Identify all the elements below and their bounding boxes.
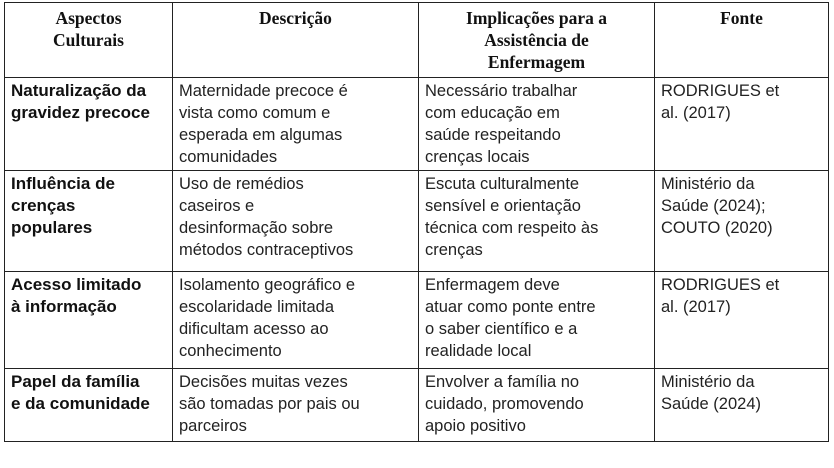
table-row (5, 171, 829, 272)
cell-aspect: Acesso limitado à informação (5, 272, 173, 369)
cell-source: Ministério da Saúde (2024) (655, 369, 829, 442)
cell-description: Decisões muitas vezes são tomadas por pais ou parceiros (173, 369, 419, 442)
table-header (5, 3, 829, 78)
cell-implications: Necessário trabalhar com educação em saúde respeitando crenças locais (419, 78, 655, 171)
table-row (5, 369, 829, 442)
table-row (5, 272, 829, 369)
cell-implications: Envolver a família no cuidado, promovendo apoio positivo (419, 369, 655, 442)
header-description: Descrição (173, 3, 419, 78)
header-implications: Implicações para a Assistência de Enfermagem (419, 3, 655, 78)
cell-source: Ministério da Saúde (2024); COUTO (2020) (655, 171, 829, 272)
cell-source: RODRIGUES et al. (2017) (655, 272, 829, 369)
cell-description: Uso de remédios caseiros e desinformação sobre métodos contraceptivos (173, 171, 419, 272)
cell-description: Maternidade precoce é vista como comum e esperada em algumas comunidades (173, 78, 419, 171)
table-body (5, 78, 829, 442)
header-row (5, 3, 829, 78)
cell-description: Isolamento geográfico e escolaridade limitada dificultam acesso ao conhecimento (173, 272, 419, 369)
cell-implications: Enfermagem deve atuar como ponte entre o saber científico e a realidade local (419, 272, 655, 369)
cell-source: RODRIGUES et al. (2017) (655, 78, 829, 171)
header-aspects: Aspectos Culturais (5, 3, 173, 78)
cell-implications: Escuta culturalmente sensível e orientação técnica com respeito às crenças (419, 171, 655, 272)
table-row (5, 78, 829, 171)
header-source: Fonte (655, 3, 829, 78)
cultural-aspects-table (4, 2, 829, 442)
cell-aspect: Naturalização da gravidez precoce (5, 78, 173, 171)
cell-aspect: Influência de crenças populares (5, 171, 173, 272)
cell-aspect: Papel da família e da comunidade (5, 369, 173, 442)
